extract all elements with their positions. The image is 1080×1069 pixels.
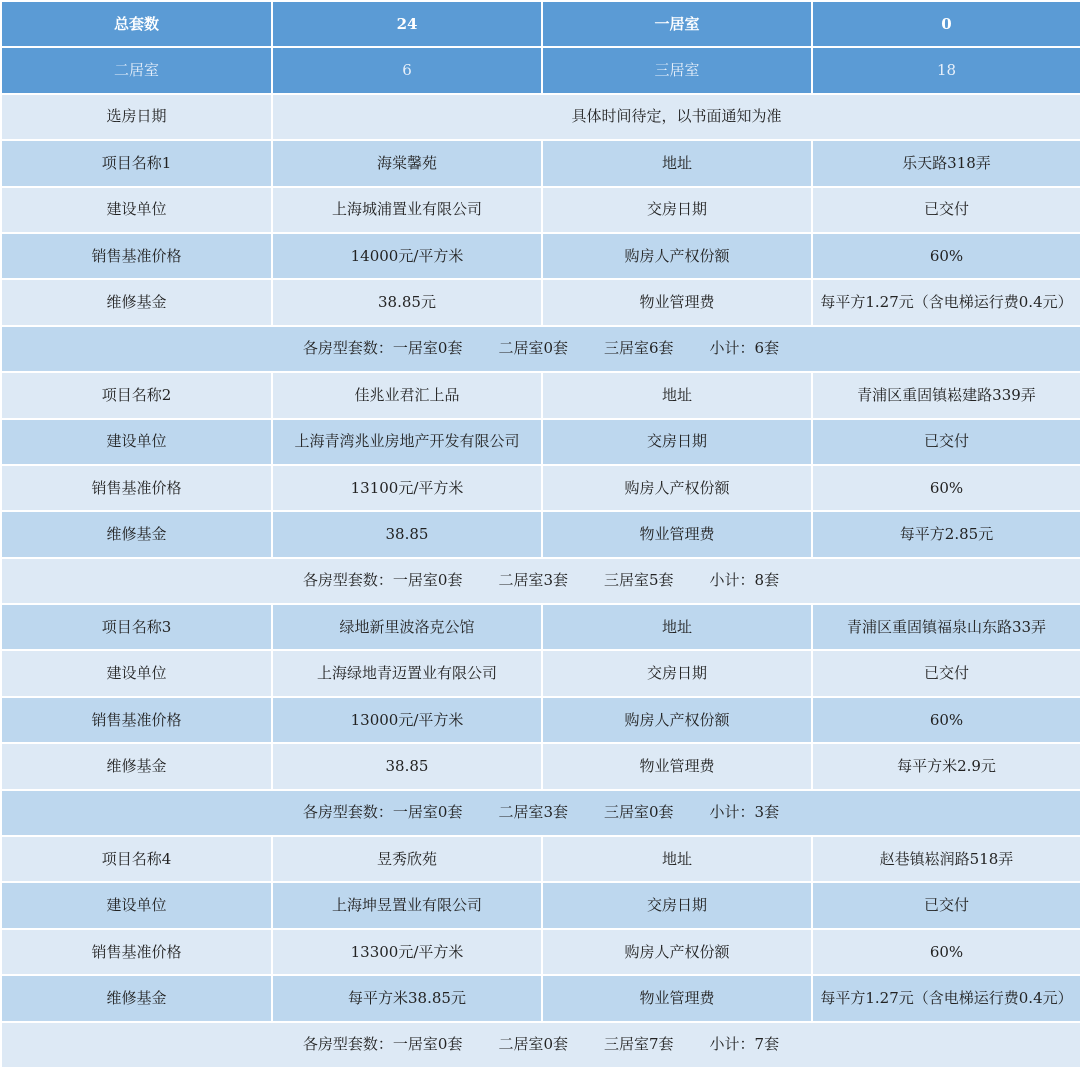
project-row [1, 419, 1080, 465]
room-count-cell [1, 1022, 1080, 1068]
room-count-row [1, 326, 1080, 372]
project-label-cell: 购房人产权份额 [542, 233, 812, 279]
project-label-cell: 交房日期 [542, 882, 812, 928]
project-label-cell: 地址 [542, 140, 812, 186]
project-value-cell: 上海绿地青迈置业有限公司 [272, 650, 542, 696]
project-label-cell: 物业管理费 [542, 279, 812, 325]
project-row [1, 650, 1080, 696]
project-value-cell: 38.85 [272, 743, 542, 789]
room-count-row [1, 1022, 1080, 1068]
project-row [1, 140, 1080, 186]
project-value-cell: 13300元/平方米 [272, 929, 542, 975]
project-value-cell: 已交付 [812, 187, 1080, 233]
project-label-cell: 维修基金 [1, 975, 272, 1021]
project-row [1, 929, 1080, 975]
project-row [1, 279, 1080, 325]
room-count-item: 小计：3套 [709, 803, 780, 822]
project-label-cell: 交房日期 [542, 419, 812, 465]
project-row [1, 372, 1080, 418]
project-label-cell: 购房人产权份额 [542, 697, 812, 743]
summary-label-cell: 一居室 [542, 1, 812, 47]
room-count-row [1, 790, 1080, 836]
room-count-item: 二居室0套 [498, 1035, 568, 1054]
summary-label-cell: 二居室 [1, 47, 272, 93]
project-value-cell: 赵巷镇崧润路518弄 [812, 836, 1080, 882]
project-label-cell: 项目名称3 [1, 604, 272, 650]
project-label-cell: 物业管理费 [542, 743, 812, 789]
project-value-cell: 乐天路318弄 [812, 140, 1080, 186]
project-label-cell: 物业管理费 [542, 975, 812, 1021]
project-label-cell: 交房日期 [542, 187, 812, 233]
project-label-cell: 维修基金 [1, 511, 272, 557]
project-value-cell: 上海城浦置业有限公司 [272, 187, 542, 233]
project-value-cell: 13100元/平方米 [272, 465, 542, 511]
project-label-cell: 项目名称1 [1, 140, 272, 186]
selection-date-value: 具体时间待定，以书面通知为准 [272, 94, 1080, 140]
project-label-cell: 销售基准价格 [1, 929, 272, 975]
room-count-cell [1, 558, 1080, 604]
selection-date-label: 选房日期 [1, 94, 272, 140]
project-value-cell: 13000元/平方米 [272, 697, 542, 743]
project-label-cell: 项目名称4 [1, 836, 272, 882]
project-value-cell: 60% [812, 697, 1080, 743]
project-label-cell: 物业管理费 [542, 511, 812, 557]
project-value-cell: 38.85元 [272, 279, 542, 325]
selection-date-row [1, 94, 1080, 140]
project-value-cell: 昱秀欣苑 [272, 836, 542, 882]
project-value-cell: 青浦区重固镇福泉山东路33弄 [812, 604, 1080, 650]
project-label-cell: 建设单位 [1, 419, 272, 465]
project-label-cell: 销售基准价格 [1, 697, 272, 743]
project-value-cell: 佳兆业君汇上品 [272, 372, 542, 418]
project-value-cell: 每平方米2.9元 [812, 743, 1080, 789]
project-label-cell: 维修基金 [1, 279, 272, 325]
project-row [1, 697, 1080, 743]
project-row [1, 187, 1080, 233]
project-row [1, 604, 1080, 650]
project-value-cell: 60% [812, 233, 1080, 279]
project-row [1, 511, 1080, 557]
project-value-cell: 每平方1.27元（含电梯运行费0.4元） [812, 279, 1080, 325]
project-label-cell: 销售基准价格 [1, 233, 272, 279]
project-label-cell: 项目名称2 [1, 372, 272, 418]
project-label-cell: 购房人产权份额 [542, 929, 812, 975]
room-count-item: 二居室0套 [498, 339, 568, 358]
room-count-item: 三居室7套 [604, 1035, 674, 1054]
project-value-cell: 上海青湾兆业房地产开发有限公司 [272, 419, 542, 465]
project-value-cell: 14000元/平方米 [272, 233, 542, 279]
room-count-item: 三居室0套 [604, 803, 674, 822]
project-row [1, 743, 1080, 789]
room-count-item: 三居室6套 [604, 339, 674, 358]
project-label-cell: 建设单位 [1, 882, 272, 928]
summary-value-cell: 24 [272, 1, 542, 47]
project-value-cell: 已交付 [812, 882, 1080, 928]
room-count-item: 二居室3套 [498, 571, 568, 590]
project-value-cell: 海棠馨苑 [272, 140, 542, 186]
project-label-cell: 购房人产权份额 [542, 465, 812, 511]
summary-value-cell: 6 [272, 47, 542, 93]
room-count-item: 小计：8套 [709, 571, 780, 590]
room-count-item: 各房型套数：一居室0套 [302, 1035, 463, 1054]
summary-label-cell: 总套数 [1, 1, 272, 47]
room-count-item: 各房型套数：一居室0套 [302, 803, 463, 822]
project-label-cell: 销售基准价格 [1, 465, 272, 511]
project-row [1, 975, 1080, 1021]
project-value-cell: 每平方2.85元 [812, 511, 1080, 557]
summary-label-cell: 三居室 [542, 47, 812, 93]
room-count-item: 小计：7套 [709, 1035, 780, 1054]
project-row [1, 465, 1080, 511]
project-value-cell: 每平方1.27元（含电梯运行费0.4元） [812, 975, 1080, 1021]
room-count-cell [1, 326, 1080, 372]
project-value-cell: 绿地新里波洛克公馆 [272, 604, 542, 650]
room-count-item: 三居室5套 [604, 571, 674, 590]
project-label-cell: 地址 [542, 836, 812, 882]
project-value-cell: 青浦区重固镇崧建路339弄 [812, 372, 1080, 418]
room-count-item: 小计：6套 [709, 339, 780, 358]
project-label-cell: 地址 [542, 372, 812, 418]
room-count-item: 各房型套数：一居室0套 [302, 571, 463, 590]
project-label-cell: 地址 [542, 604, 812, 650]
project-value-cell: 60% [812, 465, 1080, 511]
project-row [1, 233, 1080, 279]
project-label-cell: 维修基金 [1, 743, 272, 789]
project-row [1, 882, 1080, 928]
project-value-cell: 已交付 [812, 419, 1080, 465]
room-count-cell [1, 790, 1080, 836]
summary-header-row [1, 47, 1080, 93]
project-value-cell: 38.85 [272, 511, 542, 557]
project-label-cell: 建设单位 [1, 187, 272, 233]
project-label-cell: 建设单位 [1, 650, 272, 696]
summary-value-cell: 0 [812, 1, 1080, 47]
project-value-cell: 每平方米38.85元 [272, 975, 542, 1021]
summary-header-row [1, 1, 1080, 47]
project-row [1, 836, 1080, 882]
project-value-cell: 60% [812, 929, 1080, 975]
room-count-item: 二居室3套 [498, 803, 568, 822]
room-count-item: 各房型套数：一居室0套 [302, 339, 463, 358]
project-label-cell: 交房日期 [542, 650, 812, 696]
project-value-cell: 已交付 [812, 650, 1080, 696]
room-count-row [1, 558, 1080, 604]
project-value-cell: 上海坤昱置业有限公司 [272, 882, 542, 928]
summary-value-cell: 18 [812, 47, 1080, 93]
